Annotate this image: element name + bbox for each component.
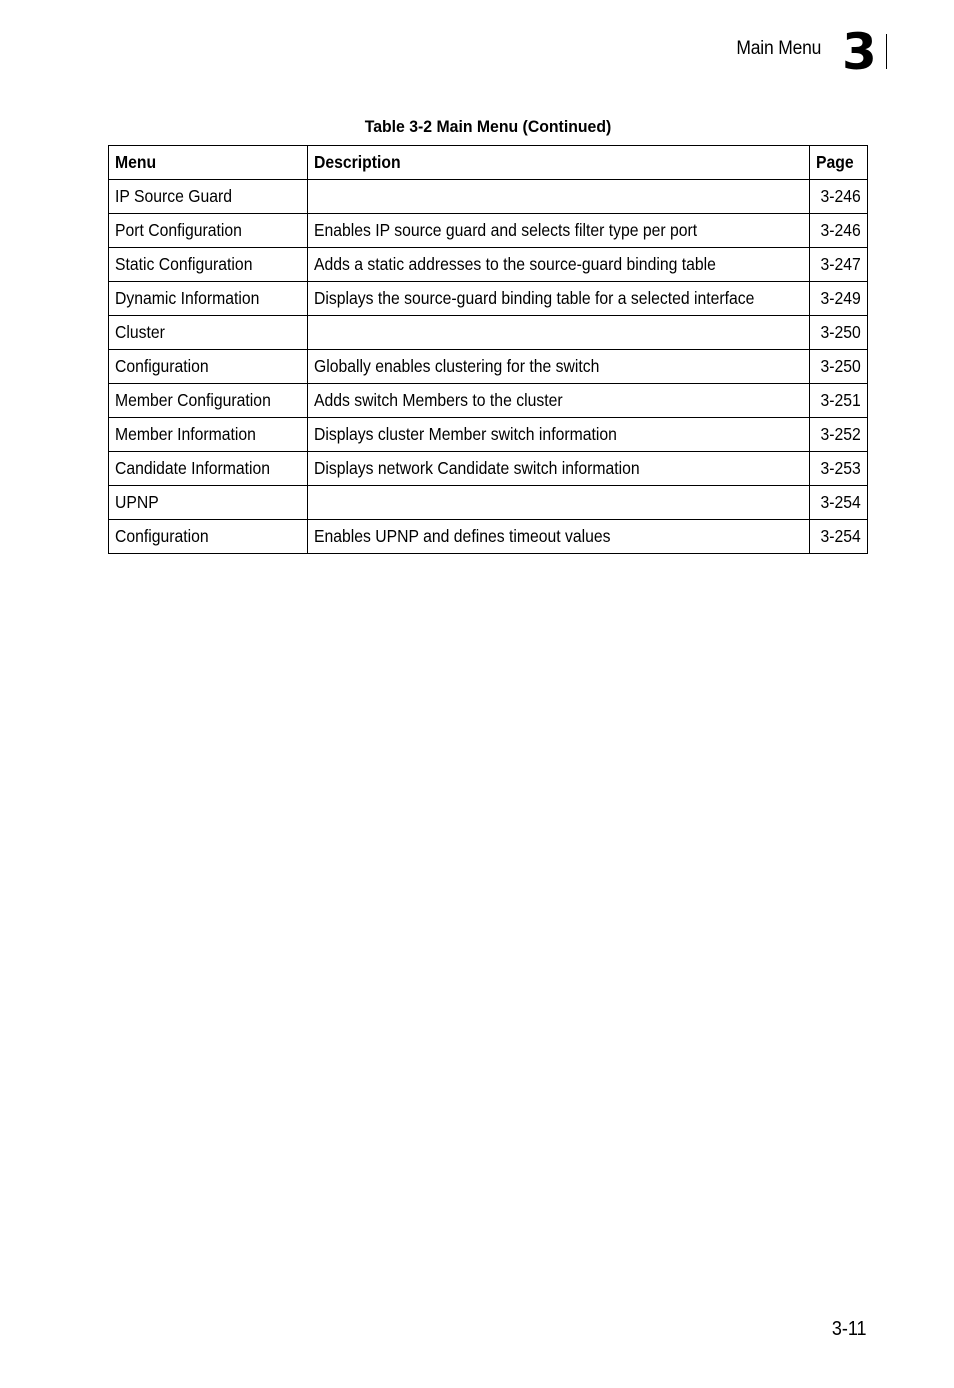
main-menu-table [108,145,868,554]
page-cell: 3-250 [810,316,868,350]
description-cell: Adds a static addresses to the source-guard binding table [307,248,809,282]
page-cell: 3-252 [810,418,868,452]
table-body [109,180,868,554]
menu-cell: Member Information [109,418,308,452]
description-cell [307,316,809,350]
chapter-number: 3 [842,23,877,81]
page-cell: 3-246 [810,214,868,248]
menu-cell: Port Configuration [109,214,308,248]
menu-cell: Configuration [109,520,308,554]
menu-cell: IP Source Guard [109,180,308,214]
description-cell [307,486,809,520]
description-cell: Enables UPNP and defines timeout values [307,520,809,554]
table-row [109,350,868,384]
description-cell: Globally enables clustering for the switch [307,350,809,384]
table-row [109,316,868,350]
page-number: 3-11 [832,1318,867,1340]
table-row [109,418,868,452]
page-cell: 3-254 [810,520,868,554]
table-row [109,214,868,248]
table-row [109,452,868,486]
table-row [109,180,868,214]
page-cell: 3-254 [810,486,868,520]
description-cell: Displays the source-guard binding table for a selected interface [307,282,809,316]
description-cell: Displays network Candidate switch information [307,452,809,486]
menu-cell: Static Configuration [109,248,308,282]
page-cell: 3-253 [810,452,868,486]
page-cell: 3-246 [810,180,868,214]
running-header-title: Main Menu [736,38,821,59]
table-row [109,520,868,554]
description-cell: Enables IP source guard and selects filter type per port [307,214,809,248]
description-cell: Adds switch Members to the cluster [307,384,809,418]
table-row [109,486,868,520]
menu-cell: Configuration [109,350,308,384]
menu-cell: Member Configuration [109,384,308,418]
menu-cell: Candidate Information [109,452,308,486]
page-cell: 3-249 [810,282,868,316]
column-header-menu: Menu [109,146,308,180]
description-cell [307,180,809,214]
column-header-page: Page [810,146,868,180]
description-cell: Displays cluster Member switch information [307,418,809,452]
page-cell: 3-247 [810,248,868,282]
table-caption: Table 3-2 Main Menu (Continued) [364,117,612,136]
menu-cell: Dynamic Information [109,282,308,316]
table-header-row [109,146,868,180]
menu-cell: UPNP [109,486,308,520]
table-row [109,384,868,418]
column-header-description: Description [307,146,809,180]
table-row [109,282,868,316]
page-cell: 3-250 [810,350,868,384]
menu-cell: Cluster [109,316,308,350]
page-cell: 3-251 [810,384,868,418]
chapter-divider [886,34,887,69]
table-row [109,248,868,282]
